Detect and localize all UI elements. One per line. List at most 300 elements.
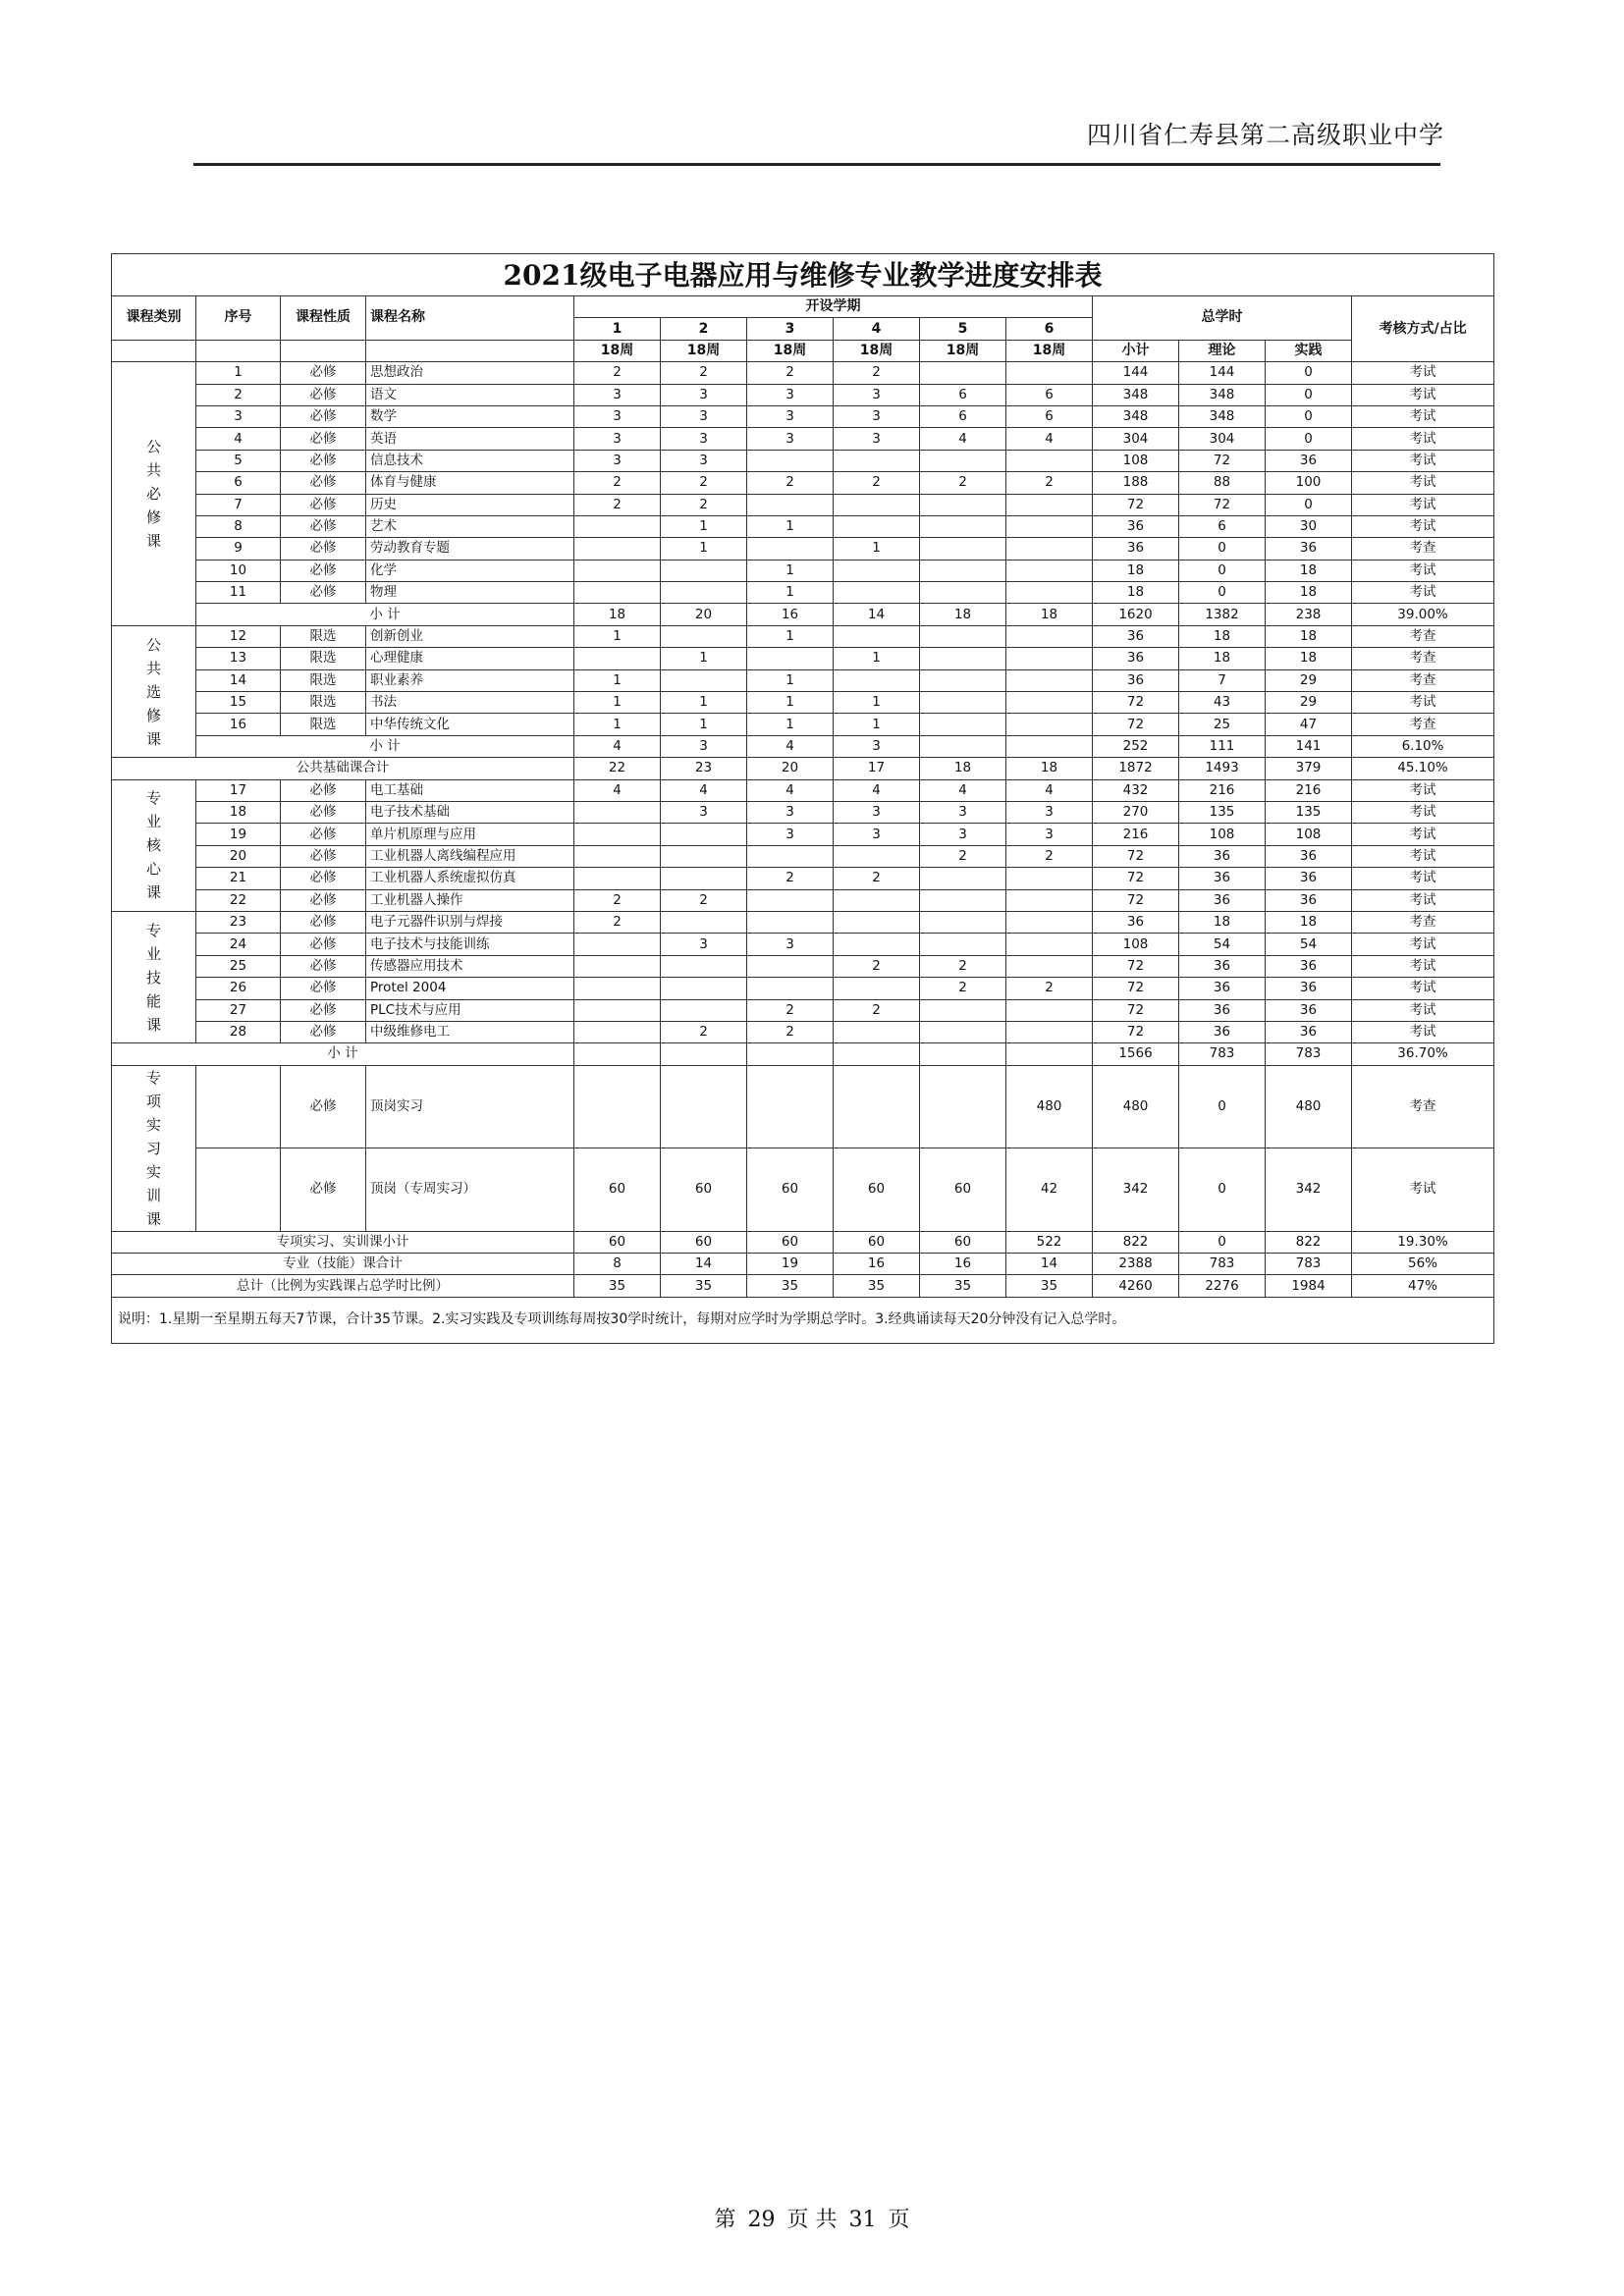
table-cell: 39.00% <box>1352 604 1494 625</box>
table-cell: 23 <box>661 758 747 779</box>
table-cell: 3 <box>1006 824 1093 845</box>
table-cell: 36 <box>1266 978 1352 999</box>
table-cell <box>661 978 747 999</box>
page-footer <box>0 2203 1624 2233</box>
table-cell: 1 <box>574 692 661 714</box>
table-cell: 88 <box>1179 472 1266 494</box>
category-prof-core <box>112 779 196 911</box>
training-subtotal-row <box>112 1231 1494 1253</box>
table-cell: 2 <box>661 472 747 494</box>
table-cell: 36 <box>1266 889 1352 911</box>
table-cell: 3 <box>196 405 281 427</box>
table-cell <box>661 625 747 647</box>
table-cell: 36 <box>1179 889 1266 911</box>
table-row <box>112 978 1494 999</box>
table-row <box>112 889 1494 911</box>
table-cell: 72 <box>1179 450 1266 471</box>
table-cell: 顶岗（专周实习） <box>366 1148 574 1232</box>
table-cell <box>920 362 1006 384</box>
table-cell: 18 <box>1179 648 1266 669</box>
table-cell: 72 <box>1179 494 1266 515</box>
table-cell: 2 <box>920 978 1006 999</box>
table-cell: 4 <box>747 735 834 757</box>
table-cell: 3 <box>747 428 834 450</box>
table-cell: 2 <box>661 1021 747 1042</box>
footer-prefix: 第 <box>714 2208 736 2232</box>
table-cell: 考试 <box>1352 582 1494 604</box>
table-cell: 2 <box>834 362 920 384</box>
table-cell: 1 <box>747 669 834 691</box>
table-cell: 100 <box>1266 472 1352 494</box>
table-cell: 限选 <box>281 648 366 669</box>
table-cell <box>834 934 920 955</box>
table-cell: 4 <box>196 428 281 450</box>
table-cell: 职业素养 <box>366 669 574 691</box>
table-cell: 36.70% <box>1352 1043 1494 1065</box>
table-cell: 28 <box>196 1021 281 1042</box>
table-row <box>112 999 1494 1021</box>
table-cell <box>920 1021 1006 1042</box>
table-cell <box>1006 934 1093 955</box>
table-cell: 16 <box>747 604 834 625</box>
table-cell: 4 <box>574 779 661 801</box>
table-cell: 10 <box>196 560 281 581</box>
table-cell: 18 <box>1266 648 1352 669</box>
table-cell <box>747 494 834 515</box>
table-cell: 必修 <box>281 450 366 471</box>
table-cell: 18 <box>196 801 281 823</box>
table-cell: 2 <box>920 845 1006 867</box>
table-cell: 书法 <box>366 692 574 714</box>
header-sem-4: 4 <box>834 318 920 340</box>
table-cell: 中华传统文化 <box>366 714 574 735</box>
table-cell: 考试 <box>1352 494 1494 515</box>
table-cell: Protel 2004 <box>366 978 574 999</box>
table-cell: 3 <box>661 450 747 471</box>
table-cell: 限选 <box>281 625 366 647</box>
table-cell: 3 <box>834 735 920 757</box>
table-cell: 4260 <box>1093 1275 1179 1297</box>
table-cell: 108 <box>1093 450 1179 471</box>
table-cell: 18 <box>920 758 1006 779</box>
table-cell: 1382 <box>1179 604 1266 625</box>
table-cell: 考试 <box>1352 515 1494 537</box>
table-cell: 1984 <box>1266 1275 1352 1297</box>
table-cell <box>574 868 661 889</box>
table-cell <box>574 648 661 669</box>
table-cell: 4 <box>920 428 1006 450</box>
table-cell: 348 <box>1179 405 1266 427</box>
category-label: 专业核心课 <box>145 789 161 902</box>
table-cell: 216 <box>1179 779 1266 801</box>
public-total-row-label: 公共基础课合计 <box>112 758 574 779</box>
table-cell <box>834 494 920 515</box>
table-cell: 1 <box>834 692 920 714</box>
table-cell: 60 <box>834 1231 920 1253</box>
header-weeks-6: 18周 <box>1006 340 1093 361</box>
table-row <box>112 428 1494 450</box>
table-cell: 必修 <box>281 955 366 977</box>
table-cell: 3 <box>661 801 747 823</box>
table-cell: 783 <box>1266 1043 1352 1065</box>
table-cell <box>1006 494 1093 515</box>
table-cell: 60 <box>920 1148 1006 1232</box>
table-cell: 18 <box>1266 625 1352 647</box>
table-cell <box>834 845 920 867</box>
table-cell <box>920 1043 1006 1065</box>
table-cell: 1 <box>834 538 920 560</box>
table-cell: 72 <box>1093 889 1179 911</box>
table-row <box>112 560 1494 581</box>
table-cell: 216 <box>1093 824 1179 845</box>
table-cell <box>920 934 1006 955</box>
table-cell: 1 <box>661 515 747 537</box>
table-cell <box>574 560 661 581</box>
subtotal-row <box>112 1043 1494 1065</box>
table-cell <box>1006 582 1093 604</box>
table-cell <box>834 1043 920 1065</box>
table-cell: 0 <box>1179 1148 1266 1232</box>
table-cell <box>1006 955 1093 977</box>
table-cell <box>920 889 1006 911</box>
table-cell: 2 <box>574 362 661 384</box>
table-cell: 0 <box>1179 582 1266 604</box>
table-note: 说明：1.星期一至星期五每天7节课，合计35节课。2.实习实践及专项训练每周按30学时统计，每期对应学时为学期总学时。3.经典诵读每天20分钟没有记入总学时。 <box>112 1297 1494 1343</box>
table-cell: 考试 <box>1352 889 1494 911</box>
table-cell: 36 <box>1093 515 1179 537</box>
table-cell: 45.10% <box>1352 758 1494 779</box>
table-cell: 72 <box>1093 692 1179 714</box>
table-cell: 822 <box>1266 1231 1352 1253</box>
table-cell: 36 <box>1093 911 1179 933</box>
table-cell: 1 <box>661 648 747 669</box>
table-cell: 3 <box>920 824 1006 845</box>
table-cell: 考试 <box>1352 999 1494 1021</box>
table-cell: 14 <box>661 1254 747 1275</box>
category-special-training <box>112 1065 196 1231</box>
table-cell <box>661 560 747 581</box>
table-cell: 304 <box>1179 428 1266 450</box>
footer-mid: 页 共 <box>786 2208 838 2232</box>
table-cell: 考试 <box>1352 1148 1494 1232</box>
table-cell: 限选 <box>281 692 366 714</box>
table-cell <box>1006 911 1093 933</box>
table-cell: 23 <box>196 911 281 933</box>
table-cell <box>834 515 920 537</box>
table-cell <box>920 582 1006 604</box>
table-cell <box>574 999 661 1021</box>
table-cell <box>747 978 834 999</box>
table-cell: 36 <box>1266 845 1352 867</box>
footer-total-pages: 31 <box>848 2208 877 2232</box>
table-cell: 必修 <box>281 384 366 405</box>
table-cell <box>1006 1043 1093 1065</box>
table-cell: 72 <box>1093 955 1179 977</box>
table-cell: 27 <box>196 999 281 1021</box>
schedule-table-container <box>111 253 1493 1344</box>
table-cell: 36 <box>1179 978 1266 999</box>
table-cell: 1872 <box>1093 758 1179 779</box>
table-cell: 2 <box>747 868 834 889</box>
header-theory: 理论 <box>1179 340 1266 361</box>
table-cell: 2 <box>661 362 747 384</box>
table-cell: 19.30% <box>1352 1231 1494 1253</box>
table-cell: 60 <box>661 1231 747 1253</box>
table-cell <box>1006 669 1093 691</box>
table-row <box>112 845 1494 867</box>
table-cell: 限选 <box>281 714 366 735</box>
table-cell <box>834 911 920 933</box>
table-cell: 5 <box>196 450 281 471</box>
table-cell: 36 <box>1093 648 1179 669</box>
table-cell <box>1006 362 1093 384</box>
table-cell: 1 <box>747 515 834 537</box>
table-cell: 20 <box>747 758 834 779</box>
table-row <box>112 669 1494 691</box>
table-cell <box>834 889 920 911</box>
category-prof-skill <box>112 911 196 1042</box>
table-cell: 72 <box>1093 714 1179 735</box>
table-cell: 342 <box>1266 1148 1352 1232</box>
header-sem-2: 2 <box>661 318 747 340</box>
table-cell: 20 <box>661 604 747 625</box>
table-cell: 8 <box>196 515 281 537</box>
table-cell: 3 <box>574 450 661 471</box>
table-cell: 29 <box>1266 692 1352 714</box>
table-cell: 劳动教育专题 <box>366 538 574 560</box>
table-cell: 11 <box>196 582 281 604</box>
table-cell: 54 <box>1266 934 1352 955</box>
table-cell: 3 <box>834 824 920 845</box>
table-cell: 6 <box>920 384 1006 405</box>
table-cell <box>1006 692 1093 714</box>
table-cell <box>747 450 834 471</box>
table-cell: 必修 <box>281 824 366 845</box>
table-cell: 考试 <box>1352 934 1494 955</box>
table-cell: 1 <box>747 582 834 604</box>
table-cell: 0 <box>1266 428 1352 450</box>
table-cell <box>747 538 834 560</box>
table-cell: 3 <box>661 735 747 757</box>
table-cell: 艺术 <box>366 515 574 537</box>
table-cell: 72 <box>1093 1021 1179 1042</box>
table-cell: 限选 <box>281 669 366 691</box>
table-cell: 2 <box>1006 472 1093 494</box>
header-weeks-5: 18周 <box>920 340 1006 361</box>
table-cell: 必修 <box>281 472 366 494</box>
table-cell: 18 <box>1006 758 1093 779</box>
table-cell <box>574 845 661 867</box>
table-cell: 2 <box>920 472 1006 494</box>
table-cell: 1 <box>834 648 920 669</box>
table-cell: 16 <box>196 714 281 735</box>
table-cell: 30 <box>1266 515 1352 537</box>
table-cell: 0 <box>1266 362 1352 384</box>
header-rule <box>193 163 1440 166</box>
table-cell: 必修 <box>281 428 366 450</box>
table-cell <box>920 515 1006 537</box>
table-cell: 考查 <box>1352 669 1494 691</box>
table-cell: 3 <box>661 428 747 450</box>
table-cell <box>920 450 1006 471</box>
table-cell: 考试 <box>1352 1021 1494 1042</box>
table-cell <box>574 1043 661 1065</box>
table-cell: 必修 <box>281 779 366 801</box>
table-cell: 电子元器件识别与焊接 <box>366 911 574 933</box>
table-cell: 6 <box>1179 515 1266 537</box>
header-exam: 考核方式/占比 <box>1352 296 1494 362</box>
table-cell: 3 <box>834 428 920 450</box>
header-subtotal: 小计 <box>1093 340 1179 361</box>
table-cell <box>834 450 920 471</box>
table-cell: 348 <box>1093 405 1179 427</box>
table-cell <box>661 999 747 1021</box>
table-cell: 18 <box>1006 604 1093 625</box>
table-cell: 0 <box>1179 538 1266 560</box>
table-cell: 4 <box>574 735 661 757</box>
table-cell: 必修 <box>281 801 366 823</box>
table-cell: 3 <box>1006 801 1093 823</box>
table-cell <box>920 560 1006 581</box>
table-cell: 考试 <box>1352 868 1494 889</box>
table-cell: 2276 <box>1179 1275 1266 1297</box>
category-public-elective <box>112 625 196 757</box>
table-cell: 35 <box>920 1275 1006 1297</box>
table-cell: 考试 <box>1352 405 1494 427</box>
table-cell: 25 <box>1179 714 1266 735</box>
table-cell: 考试 <box>1352 845 1494 867</box>
table-cell: 72 <box>1093 845 1179 867</box>
table-cell: 135 <box>1266 801 1352 823</box>
table-cell <box>747 955 834 977</box>
table-row <box>112 868 1494 889</box>
table-cell: 数学 <box>366 405 574 427</box>
table-cell <box>1006 1021 1093 1042</box>
table-cell: 18 <box>574 604 661 625</box>
table-cell: 2 <box>574 911 661 933</box>
table-cell: 144 <box>1179 362 1266 384</box>
table-cell <box>661 1065 747 1148</box>
table-cell: 35 <box>1006 1275 1093 1297</box>
table-cell: 3 <box>834 405 920 427</box>
subtotal-row-label: 小 计 <box>196 735 574 757</box>
table-cell: 2 <box>834 955 920 977</box>
table-cell <box>196 1148 281 1232</box>
table-cell: 必修 <box>281 538 366 560</box>
table-cell: 3 <box>661 405 747 427</box>
table-cell: 1 <box>196 362 281 384</box>
table-cell: 72 <box>1093 978 1179 999</box>
table-cell <box>1006 538 1093 560</box>
table-cell: 36 <box>1266 450 1352 471</box>
table-cell: 考试 <box>1352 472 1494 494</box>
table-cell: 3 <box>834 801 920 823</box>
table-cell: 13 <box>196 648 281 669</box>
table-cell: 22 <box>196 889 281 911</box>
table-cell: 60 <box>574 1231 661 1253</box>
table-row <box>112 1065 1494 1148</box>
table-cell: 创新创业 <box>366 625 574 647</box>
table-cell: 252 <box>1093 735 1179 757</box>
table-cell: 工业机器人离线编程应用 <box>366 845 574 867</box>
table-cell: 783 <box>1266 1254 1352 1275</box>
table-cell: 必修 <box>281 978 366 999</box>
table-cell: 考查 <box>1352 625 1494 647</box>
table-cell: 考查 <box>1352 911 1494 933</box>
table-cell: 348 <box>1093 384 1179 405</box>
table-row <box>112 472 1494 494</box>
table-cell: 2 <box>747 1021 834 1042</box>
table-cell: 1 <box>834 714 920 735</box>
table-cell: 7 <box>1179 669 1266 691</box>
table-cell: 43 <box>1179 692 1266 714</box>
table-cell <box>834 582 920 604</box>
table-row <box>112 824 1494 845</box>
table-cell: 15 <box>196 692 281 714</box>
header-seq: 序号 <box>196 296 281 341</box>
table-cell: 108 <box>1093 934 1179 955</box>
public-total-row <box>112 758 1494 779</box>
table-cell <box>834 625 920 647</box>
table-cell: 35 <box>574 1275 661 1297</box>
table-cell: 17 <box>196 779 281 801</box>
table-cell: 1 <box>661 692 747 714</box>
footer-page-number: 29 <box>747 2208 776 2232</box>
table-cell: 信息技术 <box>366 450 574 471</box>
table-cell: 480 <box>1006 1065 1093 1148</box>
table-cell: 783 <box>1179 1043 1266 1065</box>
table-row <box>112 714 1494 735</box>
table-cell: 考试 <box>1352 362 1494 384</box>
table-cell: 47% <box>1352 1275 1494 1297</box>
table-row <box>112 934 1494 955</box>
table-cell: 考试 <box>1352 824 1494 845</box>
table-cell: 4 <box>747 779 834 801</box>
table-cell: 2 <box>834 472 920 494</box>
table-cell: 270 <box>1093 801 1179 823</box>
table-cell: 必修 <box>281 889 366 911</box>
table-cell <box>747 845 834 867</box>
table-cell: 432 <box>1093 779 1179 801</box>
table-cell: 3 <box>747 801 834 823</box>
table-cell: 3 <box>574 384 661 405</box>
header-category: 课程类别 <box>112 296 196 341</box>
table-cell <box>574 978 661 999</box>
table-cell: 7 <box>196 494 281 515</box>
table-cell: 1 <box>574 625 661 647</box>
table-cell: 考试 <box>1352 955 1494 977</box>
table-cell <box>196 1065 281 1148</box>
table-cell: 6 <box>196 472 281 494</box>
table-cell: 1 <box>747 560 834 581</box>
table-cell: 783 <box>1179 1254 1266 1275</box>
header-practice: 实践 <box>1266 340 1352 361</box>
table-cell: 19 <box>196 824 281 845</box>
header-weeks-1: 18周 <box>574 340 661 361</box>
table-cell <box>1006 450 1093 471</box>
table-cell: 电子技术与技能训练 <box>366 934 574 955</box>
table-row <box>112 450 1494 471</box>
table-cell <box>1006 889 1093 911</box>
table-cell: 18 <box>1093 582 1179 604</box>
table-cell <box>574 582 661 604</box>
table-cell: 顶岗实习 <box>366 1065 574 1148</box>
table-cell: 108 <box>1179 824 1266 845</box>
table-cell: 14 <box>196 669 281 691</box>
table-cell: 108 <box>1266 824 1352 845</box>
table-cell: 72 <box>1093 868 1179 889</box>
table-cell: 36 <box>1093 538 1179 560</box>
